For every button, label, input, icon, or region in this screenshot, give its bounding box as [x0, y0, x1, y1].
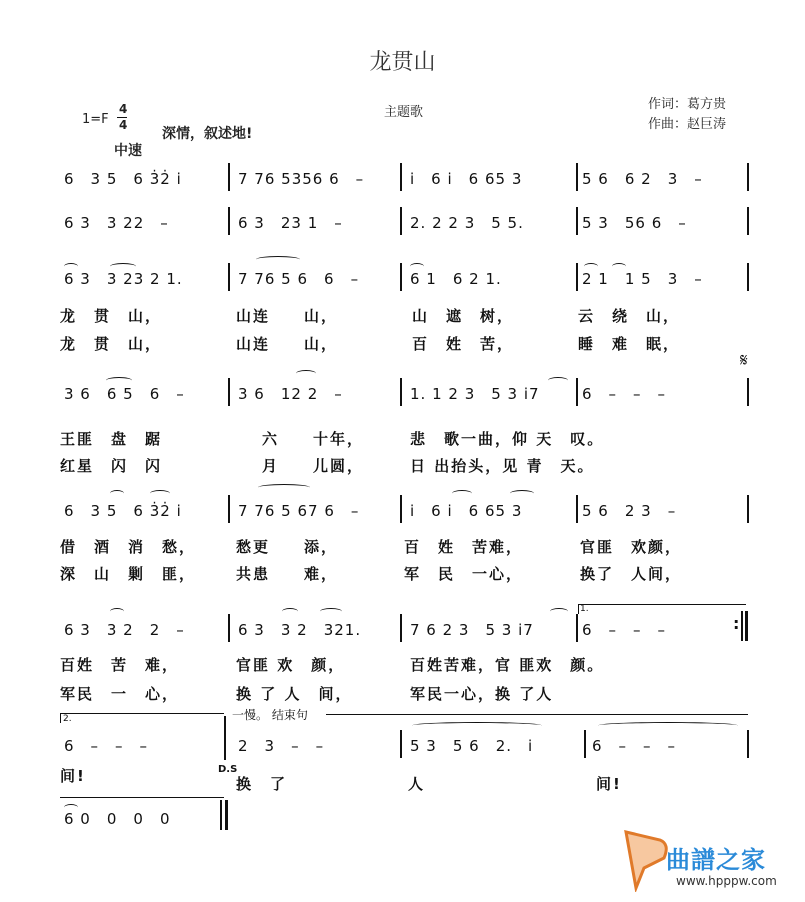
ending-tempo-mark: 一慢。 结束句: [232, 708, 308, 722]
lyric: 红星 闪 闪: [60, 457, 163, 475]
slur: [598, 722, 738, 729]
lyric: 百 姓 苦，: [412, 335, 515, 353]
measure: 3 6 12 2 –: [238, 385, 343, 403]
watermark-brand: 曲譜之家: [666, 846, 766, 874]
lyric: 换 了: [236, 775, 288, 793]
measure: 6 – – –: [582, 621, 667, 639]
barline: [747, 495, 749, 523]
segno-sign: 𝄋: [740, 350, 748, 371]
barline: [584, 730, 586, 758]
measure: i 6 i 6 65 3: [410, 170, 523, 188]
measure: 6 3 3 2 2 –: [64, 621, 185, 639]
measure: 5 6 6 2 3 –: [582, 170, 703, 188]
volta-1-bracket-end: [578, 604, 579, 614]
barline: [400, 495, 402, 523]
measure: 6 3 3 23 2 1.: [64, 270, 183, 288]
lyricist: 作词：葛方贵: [648, 97, 727, 112]
measure: 1. 1 2 3 5 3 i7: [410, 385, 540, 403]
lyric: 六 十年，: [262, 430, 365, 448]
lyric: 愁更 添，: [236, 538, 339, 556]
measure: 7 6 2 3 5 3 i7: [410, 621, 534, 639]
measure: 7 76 5356 6 –: [238, 170, 365, 188]
watermark: [620, 828, 672, 896]
slur: [452, 490, 472, 497]
measure: 6 – – –: [592, 737, 677, 755]
lyric: 王匪 盘 踞: [60, 430, 163, 448]
volta-2-label: 2.: [63, 714, 72, 724]
lyric: 龙 贯 山，: [60, 307, 163, 325]
barline: [576, 495, 578, 523]
lyric: 云 绕 山，: [578, 307, 681, 325]
final-barline: [225, 800, 228, 830]
lyric: 人: [408, 775, 426, 793]
barline: [747, 263, 749, 291]
watermark-url: www.hpppw.com: [676, 874, 777, 888]
lyric: 山连 山，: [236, 335, 339, 353]
lyric: 山 遮 树，: [412, 307, 515, 325]
volta-1-bracket: [578, 604, 746, 605]
lyric: 百姓 苦 难，: [60, 656, 180, 674]
key-signature: 1=F: [82, 112, 109, 127]
lyric: 悲 歌一曲，仰 天 叹。: [410, 430, 605, 448]
measure: 7 76 5 67 6 –: [238, 502, 360, 520]
barline: [400, 207, 402, 235]
measure: 5 3 5 6 2. i: [410, 737, 534, 755]
measure: 6 – – –: [582, 385, 667, 403]
barline: [576, 207, 578, 235]
time-signature-top: 4: [119, 102, 128, 116]
barline: [228, 263, 230, 291]
slur: [150, 490, 170, 497]
measure: i 6 i 6 65 3: [410, 502, 523, 520]
lyric: 山连 山，: [236, 307, 339, 325]
slur: [296, 370, 316, 377]
barline: [400, 163, 402, 191]
lyric: 睡 难 眠，: [578, 335, 681, 353]
barline: [576, 614, 578, 642]
barline: [747, 207, 749, 235]
barline: [220, 800, 222, 830]
slur: [258, 484, 310, 491]
slur: [110, 490, 124, 497]
repeat-dots: :: [733, 614, 740, 633]
repeat-barline: [745, 611, 748, 641]
barline: [228, 614, 230, 642]
measure: 2 1 1 5 3 –: [582, 270, 703, 288]
barline: [400, 614, 402, 642]
dal-segno-mark: D.S: [218, 764, 238, 775]
measure: 5 6 2 3 –: [582, 502, 677, 520]
slur: [256, 256, 300, 263]
measure: 6 0 0 0 0: [64, 810, 171, 828]
barline: [747, 163, 749, 191]
measure: 6 3 5 6 3̇2̇ i: [64, 170, 182, 188]
lyric: 军民 一 心，: [60, 685, 180, 703]
measure: 6 – – –: [64, 737, 149, 755]
lyric: 日 出抬头，见 青 天。: [410, 457, 595, 475]
score-row-7: [0, 735, 805, 765]
measure: 2 3 – –: [238, 737, 325, 755]
time-signature-bottom: 4: [119, 118, 128, 132]
lyric: 官匪 欢 颜，: [236, 656, 346, 674]
measure: 6 3 23 1 –: [238, 214, 343, 232]
score-row-3: [0, 268, 805, 298]
lyric: 换了 人间，: [580, 565, 683, 583]
score-row-6: [0, 619, 805, 649]
barline: [228, 495, 230, 523]
lyric: 军 民 一心，: [404, 565, 524, 583]
barline: [400, 730, 402, 758]
score-row-2: [0, 212, 805, 242]
lyric: 共患 难，: [236, 565, 339, 583]
lyric: 间!: [60, 767, 86, 785]
lyric: 间!: [596, 775, 622, 793]
barline: [741, 611, 743, 641]
measure: 5 3 56 6 –: [582, 214, 687, 232]
slur: [320, 608, 342, 615]
measure: 6 3 3 22 –: [64, 214, 169, 232]
lyric: 百姓苦难，官 匪欢 颜。: [410, 656, 605, 674]
lyric: 龙 贯 山，: [60, 335, 163, 353]
lyric: 月 儿圆，: [262, 457, 365, 475]
lyric: 官匪 欢颜，: [580, 538, 683, 556]
song-title: 龙贯山: [369, 50, 436, 75]
measure: 6 1 6 2 1.: [410, 270, 502, 288]
lyric: 军民一心，换 了人: [410, 685, 554, 703]
slur: [110, 608, 124, 615]
ending-bracket-line: [326, 714, 748, 715]
volta-2-bracket: [60, 713, 224, 714]
lyric: 借 酒 消 愁，: [60, 538, 197, 556]
score-row-5: [0, 500, 805, 530]
barline: [576, 378, 578, 406]
lyric: 换 了 人 间，: [236, 685, 353, 703]
slur: [282, 608, 298, 615]
score-row-1: [0, 168, 805, 198]
barline: [228, 163, 230, 191]
barline: [747, 730, 749, 758]
barline: [400, 378, 402, 406]
barline: [576, 263, 578, 291]
slur: [510, 490, 534, 497]
barline: [576, 163, 578, 191]
barline: [224, 716, 226, 760]
volta-2-bracket-start: [60, 713, 61, 723]
measure: 7 76 5 6 6 –: [238, 270, 360, 288]
lyric: 百 姓 苦难，: [404, 538, 524, 556]
slur: [412, 722, 542, 729]
barline: [747, 378, 749, 406]
composer: 作曲：赵巨涛: [648, 117, 727, 132]
coda-bracket: [60, 797, 224, 798]
barline: [400, 263, 402, 291]
measure: 6 3 3 2 321.: [238, 621, 362, 639]
volta-1-label: 1.: [580, 604, 589, 614]
expression-mark: 深情，叙述地!: [162, 126, 253, 142]
barline: [228, 207, 230, 235]
measure: 6 3 5 6 3̇2̇ i: [64, 502, 182, 520]
measure: 2. 2 2 3 5 5.: [410, 214, 524, 232]
measure: 3 6 6 5 6 –: [64, 385, 185, 403]
slur: [550, 608, 568, 615]
score-row-4: [0, 383, 805, 413]
subtitle: 主题歌: [384, 105, 424, 120]
watermark-logo-icon: [620, 828, 672, 892]
lyric: 深 山 剿 匪，: [60, 565, 197, 583]
score-row-8: [0, 808, 805, 838]
tempo-mark: 中速: [114, 143, 142, 159]
barline: [228, 378, 230, 406]
